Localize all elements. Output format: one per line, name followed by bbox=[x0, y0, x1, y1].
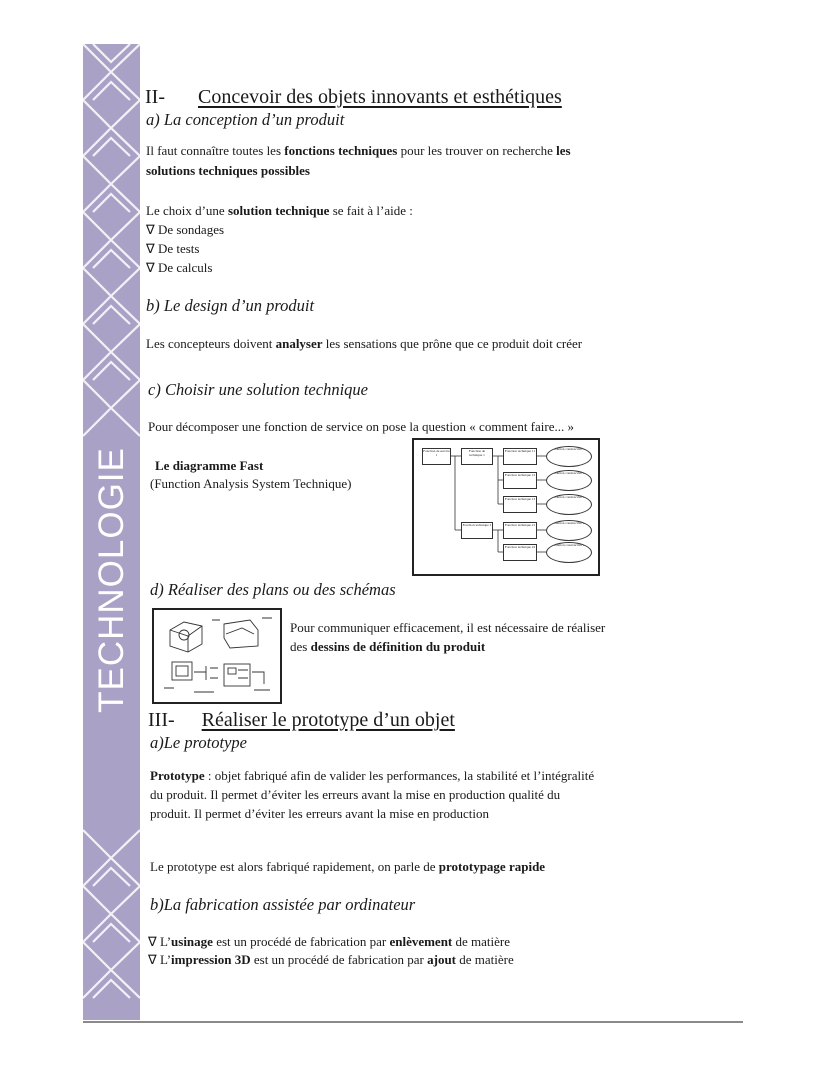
subsection-d-title: d) Réaliser des plans ou des schémas bbox=[150, 580, 396, 599]
subtech-function-node: Fonction technique 13 bbox=[503, 496, 537, 513]
solution-node: Solution constructive C bbox=[546, 494, 592, 515]
subtech-function-node: Fonction technique 11 bbox=[503, 448, 537, 465]
bold-text: solutions techniques possibles bbox=[146, 163, 310, 178]
triangle-bullet-icon: ∇ bbox=[146, 260, 155, 275]
subsection-a-title: a) La conception d’un produit bbox=[146, 110, 345, 129]
paragraph-prototype-line3: produit. Il permet d’éviter les erreurs avant la mise en production bbox=[150, 806, 489, 821]
technical-drawing-sketch bbox=[154, 610, 280, 702]
bold-text: solution technique bbox=[227, 203, 330, 218]
triangle-bullet-icon: ∇ bbox=[146, 241, 155, 256]
text: de matière bbox=[452, 934, 511, 949]
list-item bbox=[146, 241, 199, 257]
paragraph-design bbox=[146, 336, 582, 352]
bold-text: prototypage rapide bbox=[438, 859, 546, 874]
paragraph-prototype-line2: du produit. Il permet d’éviter les erreurs avant la mise en production qualité du bbox=[150, 787, 561, 802]
paragraph-conception-1-line2 bbox=[146, 163, 310, 179]
triangle-bullet-icon: ∇ bbox=[148, 952, 157, 967]
list-item-text: De calculs bbox=[157, 260, 213, 275]
paragraph-conception-1 bbox=[146, 143, 571, 159]
technical-drawing-image bbox=[152, 608, 282, 704]
tech-function-node: Fonction de technique 1 bbox=[461, 448, 493, 465]
subtech-function-node: Fonction technique 22 bbox=[503, 544, 537, 561]
bold-text: Le diagramme Fast bbox=[155, 458, 264, 473]
text: Les concepteurs doivent bbox=[146, 336, 276, 351]
paragraph-plans-line1: Pour communiquer efficacement, il est nécessaire de réaliser bbox=[290, 620, 606, 635]
text: de matière bbox=[456, 952, 514, 967]
section-2-number: II- bbox=[145, 86, 165, 108]
text: Le choix d’une bbox=[146, 203, 228, 218]
list-item bbox=[146, 260, 212, 276]
solution-node: Solution constructive D bbox=[546, 520, 592, 541]
text: les sensations que prône que ce produit doit créer bbox=[322, 336, 583, 351]
text: Le prototype est alors fabriqué rapidement, on parle de bbox=[150, 859, 439, 874]
tech-function-node: Fonction technique 2 bbox=[461, 522, 493, 539]
bold-text: fonctions techniques bbox=[284, 143, 398, 158]
bottom-rule bbox=[83, 1021, 743, 1023]
subsection-c-title: c) Choisir une solution technique bbox=[148, 380, 368, 399]
solution-node: Solution constructive A bbox=[546, 446, 592, 467]
section-3-title: Réaliser le prototype d’un objet bbox=[201, 709, 455, 731]
bold-text: impression 3D bbox=[171, 952, 251, 967]
paragraph-prototypage bbox=[150, 859, 545, 875]
paragraph-prototype-line1 bbox=[150, 768, 594, 784]
bold-text: Prototype bbox=[150, 768, 205, 783]
sidebar-label: TECHNOLOGIE bbox=[92, 447, 131, 713]
bold-text: analyser bbox=[275, 336, 323, 351]
text: est un procédé de fabrication par bbox=[212, 934, 390, 949]
subsection-3b-title: b)La fabrication assistée par ordinateur bbox=[150, 895, 416, 914]
triangle-bullet-icon: ∇ bbox=[148, 934, 157, 949]
subsection-b-title: b) Le design d’un produit bbox=[146, 296, 315, 315]
paragraph-choix bbox=[146, 203, 413, 219]
solution-node: Solution constructive E bbox=[546, 542, 592, 563]
list-item-text: De tests bbox=[157, 241, 200, 256]
list-item bbox=[148, 934, 510, 950]
text: L’ bbox=[159, 934, 172, 949]
fast-diagram bbox=[412, 438, 600, 576]
service-function-node: Fonction de service 1 bbox=[422, 448, 451, 465]
text: Il faut connaître toutes les bbox=[146, 143, 285, 158]
triangle-bullet-icon: ∇ bbox=[146, 222, 155, 237]
text: se fait à l’aide : bbox=[329, 203, 413, 218]
bold-text: dessins de définition du produit bbox=[310, 639, 486, 654]
subsection-3a-title: a)Le prototype bbox=[150, 733, 247, 752]
subtech-function-node: Fonction technique 12 bbox=[503, 472, 537, 489]
section-3-number: III- bbox=[148, 709, 175, 731]
fast-diagram-title bbox=[155, 458, 263, 474]
section-2-title: Concevoir des objets innovants et esthétiques bbox=[197, 86, 562, 108]
text: est un procédé de fabrication par bbox=[250, 952, 428, 967]
text: des bbox=[290, 639, 311, 654]
text: L’ bbox=[159, 952, 172, 967]
bold-text: ajout bbox=[427, 952, 457, 967]
text: pour les trouver on recherche bbox=[397, 143, 557, 158]
bold-text: usinage bbox=[171, 934, 213, 949]
fast-diagram-subtitle: (Function Analysis System Technique) bbox=[150, 476, 352, 491]
section-3-heading bbox=[148, 709, 455, 732]
bold-text: enlèvement bbox=[389, 934, 453, 949]
list-item bbox=[146, 222, 224, 238]
text: : objet fabriqué afin de valider les performances, la stabilité et l’intégralité bbox=[204, 768, 595, 783]
solution-node: Solution constructive B bbox=[546, 470, 592, 491]
paragraph-fonction-service: Pour décomposer une fonction de service on pose la question « comment faire... » bbox=[148, 419, 574, 434]
section-2-heading bbox=[145, 86, 562, 109]
subtech-function-node: Fonction technique 21 bbox=[503, 522, 537, 539]
bold-text: les bbox=[556, 143, 571, 158]
list-item-text: De sondages bbox=[157, 222, 225, 237]
paragraph-plans-line2 bbox=[290, 639, 485, 655]
list-item bbox=[148, 952, 514, 968]
